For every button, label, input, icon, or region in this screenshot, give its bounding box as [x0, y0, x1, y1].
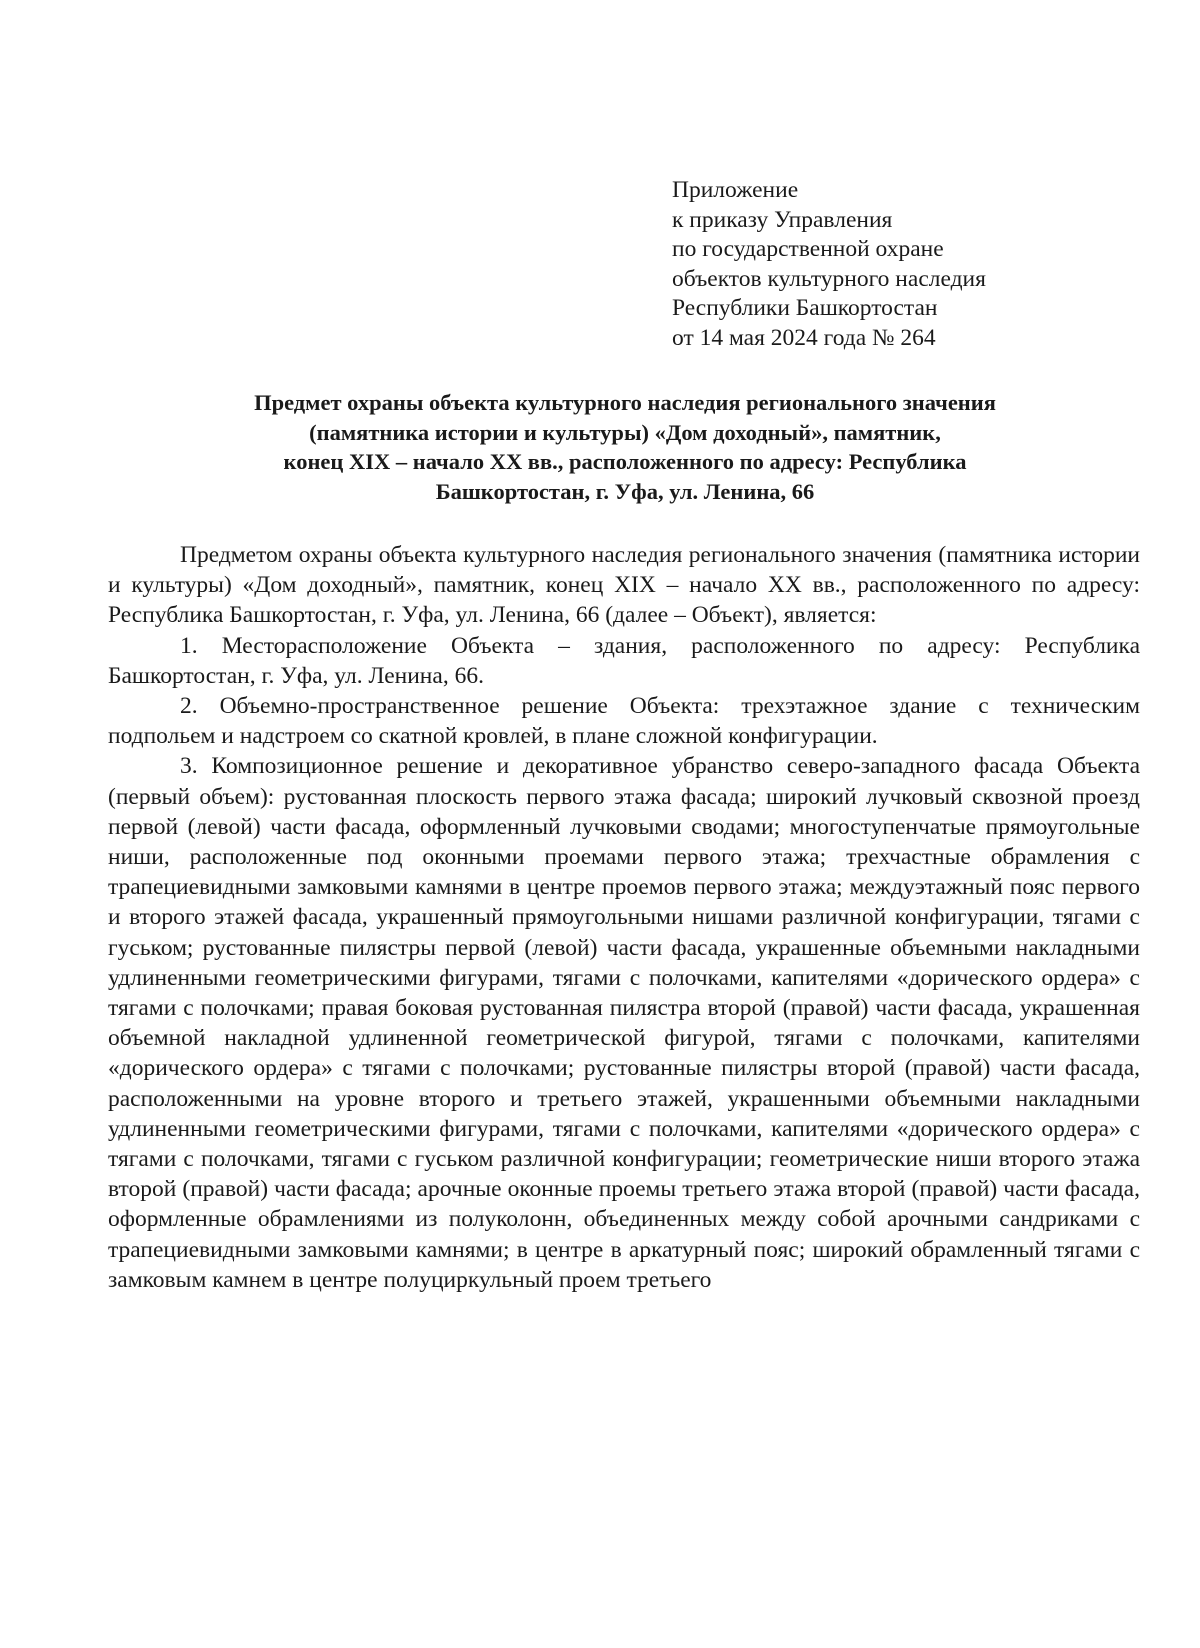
appendix-line: Приложение — [672, 177, 799, 203]
document-title — [160, 388, 1090, 506]
appendix-line: к приказу Управления — [672, 206, 893, 233]
title-line: (памятника истории и культуры) «Дом доходный», памятник, — [309, 419, 941, 445]
intro-paragraph: Предметом охраны объекта культурного наследия регионального значения (памятника истории и культуры) «Дом доходный», памятник, конец XIX – начало XX вв., расположенного по адресу: Республика Башкортостан, г. Уфа, ул. Ленина, 66 (далее – Объект), является: — [108, 542, 1140, 629]
item-2-paragraph: 2. Объемно-пространственное решение Объекта: трехэтажное здание с техническим подпольем и надстроем со скатной кровлей, в плане сложной конфигурации. — [108, 693, 1140, 750]
item-1-paragraph: 1. Месторасположение Объекта – здания, расположенного по адресу: Республика Башкортостан, г. Уфа, ул. Ленина, 66. — [108, 632, 1140, 689]
item-3-paragraph: 3. Композиционное решение и декоративное убранство северо-западного фасада Объекта (первый объем): рустованная плоскость первого этажа фасада; широкий лучковый сквозной проезд первой (левой) части фасада, оформленный лучковыми сводами; многоступенчатые прямоугольные ниши, расположенные под оконными проемами первого этажа; трехчастные обрамления с трапециевидными замковыми камнями в центре проемов первого этажа; междуэтажный пояс первого и второго этажей фасада, украшенный прямоугольными нишами различной конфигурации, тягами с гуськом; рустованные пилястры первой (левой) части фасада, украшенные объемными накладными удлиненными геометрическими фигурами, тягами с полочками, капителями «дорического ордера» с тягами с полочками; правая боковая рустованная пилястра второй (правой) части фасада, украшенная объемной накладной удлиненной геометрической фигурой, тягами с полочками, капителями «дорического ордера» с тягами с полочками; рустованные пилястры второй (правой) части фасада, расположенными на уровне второго и третьего этажей, украшенными объемными накладными удлиненными геометрическими фигурами, тягами с полочками, капителями «дорического ордера» с тягами с полочками, тягами с гуськом различной конфигурации; геометрические ниши второго этажа второй (правой) части фасада; арочные оконные проемы третьего этажа второй (правой) части фасада, оформленные обрамлениями из полуколонн, объединенных между собой арочными сандриками с трапециевидными замковыми камнями; в центре в аркатурный пояс; широкий обрамленный тягами с замковым камнем в центре полуциркульный проем третьего — [108, 753, 1140, 1293]
title-line: конец XIX – начало XX вв., расположенного по адресу: Республика — [283, 449, 967, 474]
title-line: Башкортостан, г. Уфа, ул. Ленина, 66 — [435, 478, 815, 504]
appendix-line: объектов культурного наследия — [672, 265, 986, 292]
title-line: Предмет охраны объекта культурного наследия регионального значения — [254, 390, 996, 415]
appendix-line: Республики Башкортостан — [672, 295, 938, 321]
appendix-line: по государственной охране — [672, 236, 944, 262]
appendix-block — [672, 176, 986, 353]
appendix-line: от 14 мая 2024 года № 264 — [672, 324, 936, 351]
document-body — [108, 540, 1140, 1295]
